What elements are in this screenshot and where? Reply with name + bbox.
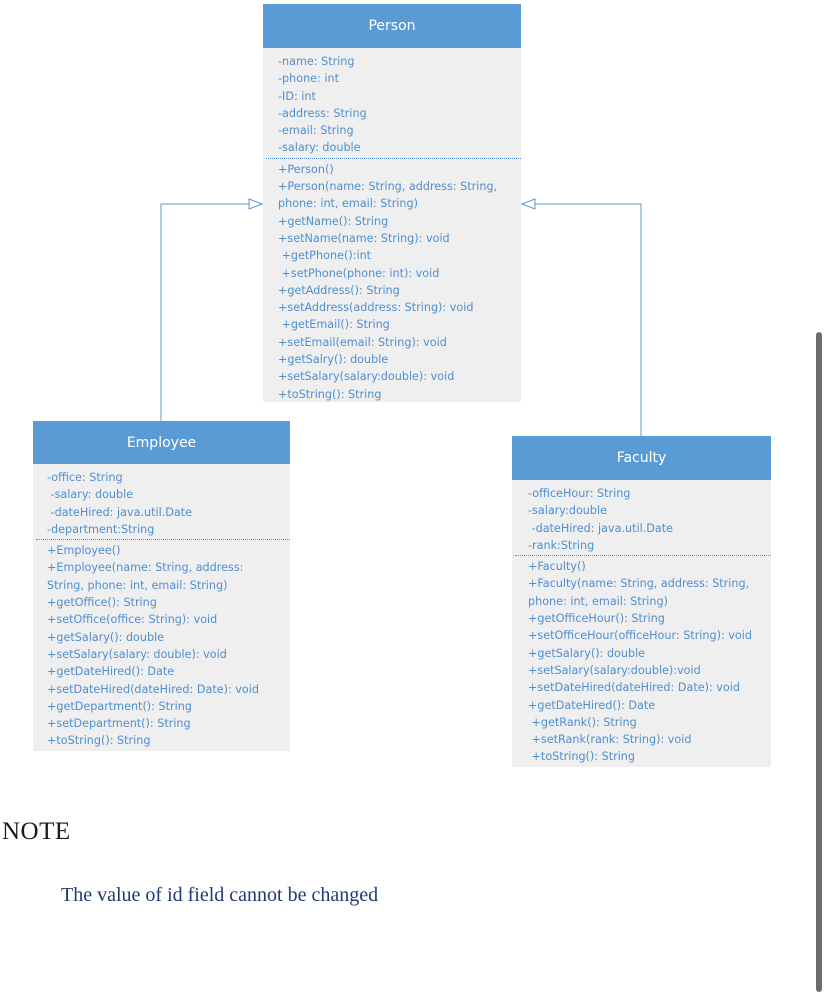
class-member: -dateHired: java.util.Date — [528, 521, 673, 535]
class-member: +setDateHired(dateHired: Date): void — [47, 682, 259, 696]
class-member: +toString(): String — [278, 387, 382, 401]
class-faculty-name: Faculty — [512, 436, 771, 480]
class-member: +getEmail(): String — [278, 318, 390, 332]
employee-to-person-line — [161, 204, 249, 421]
class-member: +getDateHired(): Date — [528, 698, 656, 712]
class-member: +setRank(rank: String): void — [528, 733, 692, 747]
class-member: -salary: double — [278, 141, 361, 155]
class-member: +Faculty() — [528, 560, 586, 574]
class-faculty-methods — [512, 556, 771, 766]
class-member: -phone: int — [278, 72, 339, 86]
class-member: +setDepartment(): String — [47, 717, 191, 731]
class-member: -office: String — [47, 471, 123, 484]
class-member: +Employee(name: String, address: — [47, 561, 244, 575]
class-member: +Person() — [278, 162, 334, 176]
class-person-attributes — [263, 48, 521, 157]
class-member: +getDateHired(): Date — [47, 665, 175, 679]
class-member: +setSalary(salary: double): void — [47, 647, 227, 661]
class-person-name: Person — [263, 4, 521, 48]
faculty-to-person-arrowhead — [522, 199, 535, 209]
class-member: +getOfficeHour(): String — [528, 612, 665, 626]
class-faculty — [512, 436, 771, 767]
class-member: +getSalary(): double — [528, 646, 646, 660]
class-member: +setSalary(salary:double):void — [528, 663, 701, 677]
class-employee — [33, 421, 290, 751]
class-member: -email: String — [278, 124, 354, 138]
employee-to-person-arrowhead — [249, 199, 262, 209]
class-member: +getDepartment(): String — [47, 699, 192, 713]
faculty-to-person-line — [535, 204, 641, 436]
note-text: The value of id field cannot be changed — [61, 884, 379, 906]
class-member: String, phone: int, email: String) — [47, 578, 228, 592]
class-member: +setEmail(email: String): void — [278, 335, 447, 349]
class-person — [263, 4, 521, 402]
class-member: +getOffice(): String — [47, 596, 157, 610]
class-member: phone: int, email: String) — [278, 197, 418, 211]
class-member: +getAddress(): String — [278, 283, 400, 297]
class-member: -address: String — [278, 106, 367, 120]
class-member: +Person(name: String, address: String, — [278, 180, 498, 194]
class-member: +getSalary(): double — [47, 630, 165, 644]
vertical-scrollbar[interactable] — [816, 332, 822, 992]
class-employee-methods — [33, 540, 290, 750]
class-member: +setDateHired(dateHired: Date): void — [528, 681, 740, 695]
class-member: +setName(name: String): void — [278, 231, 450, 245]
class-member: +setOffice(office: String): void — [47, 613, 218, 627]
class-employee-name: Employee — [33, 421, 290, 464]
class-faculty-attributes — [512, 480, 771, 554]
class-member: -salary: double — [47, 488, 134, 502]
class-member: -officeHour: String — [528, 487, 631, 500]
class-member: +setOfficeHour(officeHour: String): void — [528, 629, 752, 643]
class-member: +setSalary(salary:double): void — [278, 370, 455, 384]
class-member: phone: int, email: String) — [528, 594, 668, 608]
class-employee-attributes — [33, 464, 290, 538]
class-member: -rank:String — [528, 538, 595, 552]
class-member: +setPhone(phone: int): void — [278, 266, 440, 280]
class-member: +getPhone():int — [278, 249, 372, 263]
note-heading: NOTE — [2, 818, 71, 845]
class-member: +Employee() — [47, 544, 121, 558]
class-member: -dateHired: java.util.Date — [47, 505, 192, 519]
class-member: -salary:double — [528, 504, 607, 518]
class-member: -department:String — [47, 522, 155, 536]
class-member: -ID: int — [278, 89, 316, 103]
class-person-methods — [263, 159, 521, 403]
class-member: -name: String — [278, 55, 355, 68]
class-member: +toString(): String — [528, 750, 635, 764]
class-member: +getRank(): String — [528, 715, 637, 729]
class-member: +setAddress(address: String): void — [278, 301, 474, 315]
class-member: +getSalry(): double — [278, 353, 389, 367]
class-member: +Faculty(name: String, address: String, — [528, 577, 750, 591]
class-member: +getName(): String — [278, 214, 389, 228]
class-member: +toString(): String — [47, 734, 151, 748]
